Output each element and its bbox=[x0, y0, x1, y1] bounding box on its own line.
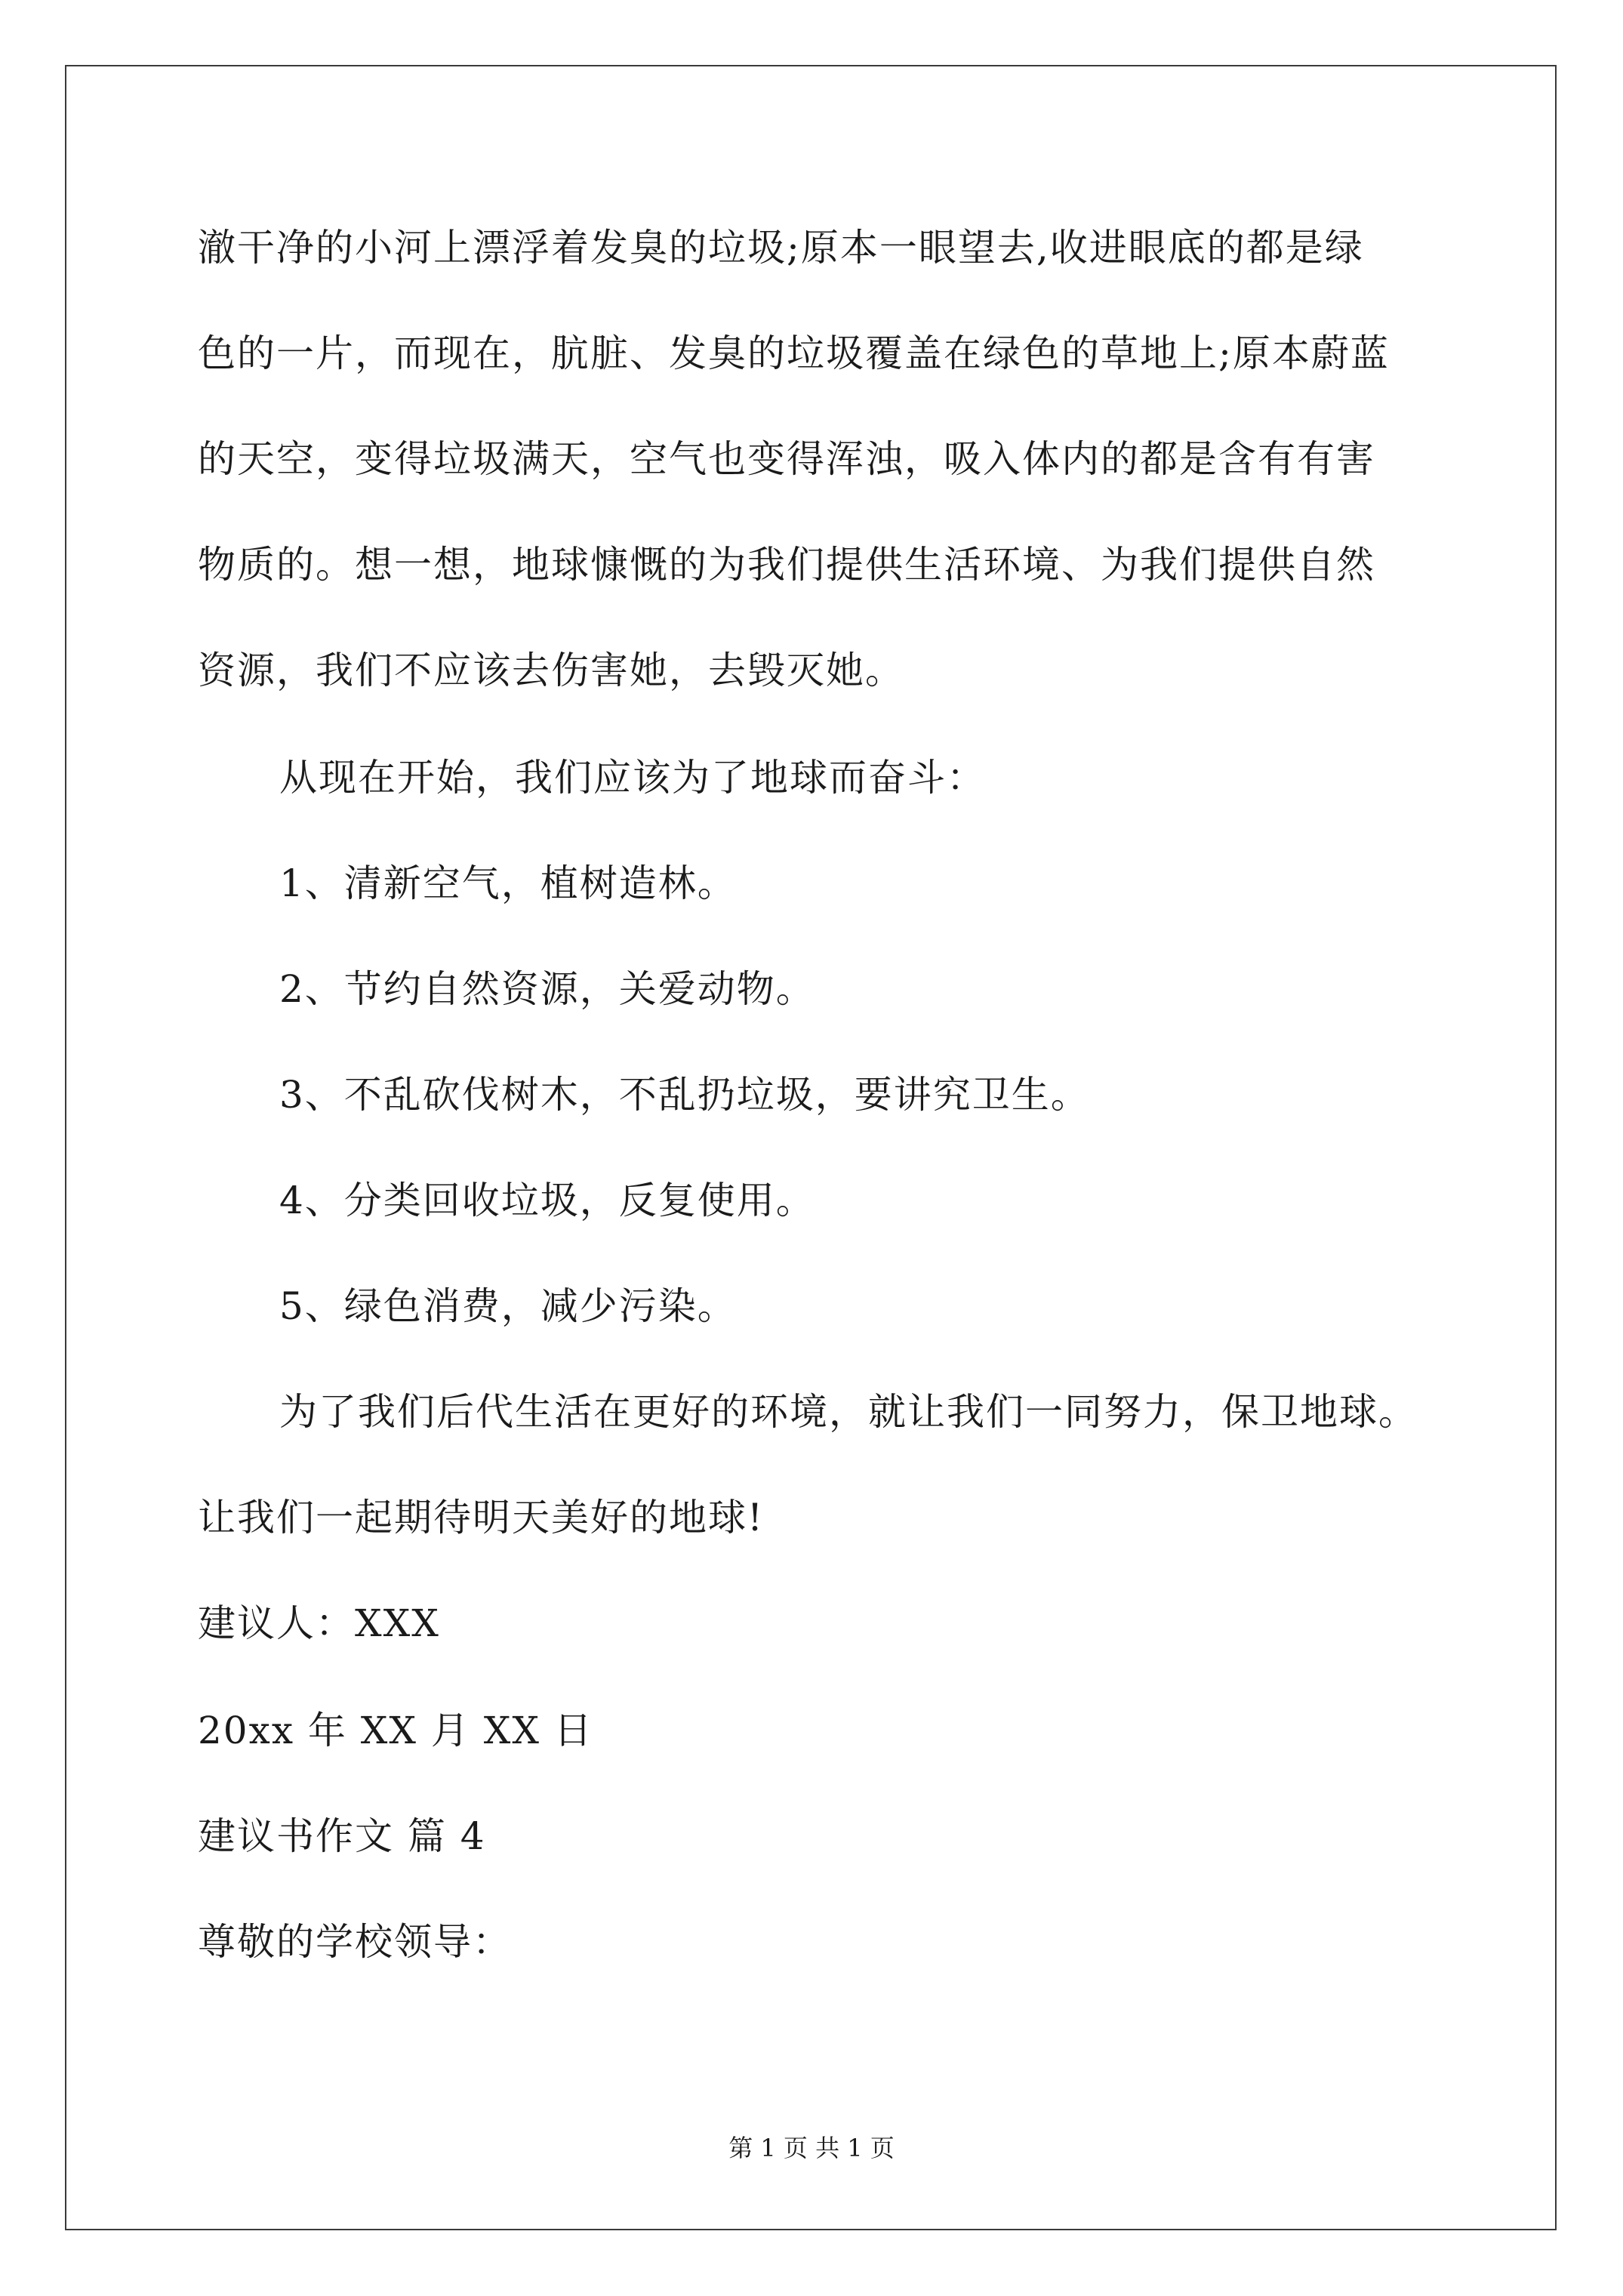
paragraph-line: 澈干净的小河上漂浮着发臭的垃圾;原本一眼望去,收进眼底的都是绿 bbox=[198, 226, 1364, 270]
paragraph-line: 物质的。想一想，地球慷慨的为我们提供生活环境、为我们提供自然 bbox=[198, 543, 1375, 587]
paragraph-line: 从现在开始，我们应该为了地球而奋斗： bbox=[279, 756, 986, 800]
list-item: 5、绿色消费，减少污染。 bbox=[279, 1284, 737, 1328]
paragraph-line: 让我们一起期待明天美好的地球! bbox=[198, 1496, 765, 1539]
list-item: 2、节约自然资源，关爱动物。 bbox=[279, 967, 815, 1011]
page-footer: 第 1 页 共 1 页 bbox=[728, 2134, 895, 2162]
paragraph-line: 的天空，变得垃圾满天，空气也变得浑浊，吸入体内的都是含有有害 bbox=[198, 437, 1375, 481]
page-frame bbox=[65, 65, 1557, 2230]
signature-line: 建议人：XXX bbox=[198, 1601, 440, 1645]
date-line: 20xx 年 XX 月 XX 日 bbox=[198, 1709, 593, 1752]
paragraph-line: 为了我们后代生活在更好的环境，就让我们一同努力，保卫地球。 bbox=[279, 1390, 1418, 1434]
list-item: 3、不乱砍伐树木，不乱扔垃圾，要讲究卫生。 bbox=[279, 1073, 1090, 1117]
section-heading: 建议书作文 篇 4 bbox=[198, 1814, 486, 1858]
paragraph-line: 资源，我们不应该去伤害她，去毁灭她。 bbox=[198, 649, 904, 692]
list-item: 1、清新空气，植树造林。 bbox=[279, 861, 737, 905]
salutation-line: 尊敬的学校领导： bbox=[198, 1920, 512, 1964]
list-item: 4、分类回收垃圾，反复使用。 bbox=[279, 1179, 815, 1222]
paragraph-line: 色的一片，而现在，肮脏、发臭的垃圾覆盖在绿色的草地上;原本蔚蓝 bbox=[198, 331, 1390, 375]
